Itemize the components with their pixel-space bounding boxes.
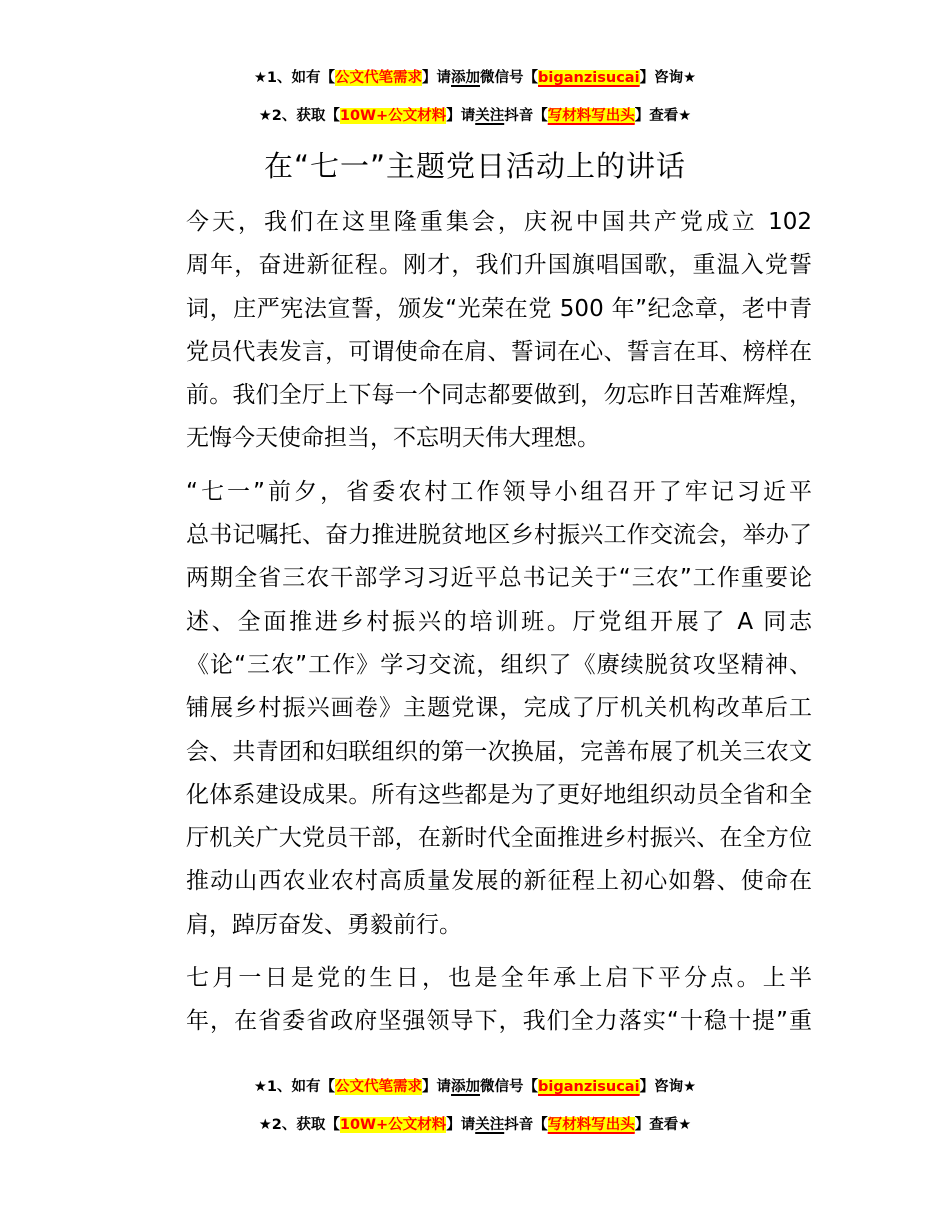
text-line: 两期全省三农干部学习习近平总书记关于“三农”工作重要论: [186, 565, 812, 592]
text-line: 肩，踔厉奋发、勇毅前行。: [186, 911, 462, 938]
text-line: 词，庄严宪法宣誓，颁发“光荣在党 500 年”纪念章，老中青: [186, 295, 812, 322]
wechat-id-highlight: biganzisucai: [538, 1079, 640, 1095]
text-line: 述、全面推进乡村振兴的培训班。厅党组开展了 A 同志: [186, 608, 812, 635]
text-line: 总书记嘱托、奋力推进脱贫地区乡村振兴工作交流会，举办了: [186, 522, 812, 549]
footer-banner-line-2: ★2、获取【10W+公文材料】请关注抖音【写材料写出头】查看★: [258, 1117, 692, 1133]
text-line: 厅机关广大党员干部，在新时代全面推进乡村振兴、在全方位: [186, 825, 812, 852]
paragraph-3: [140, 957, 812, 1044]
paragraph-1: [140, 201, 812, 461]
douyin-account-highlight: 写材料写出头: [547, 108, 635, 124]
text-line: 铺展乡村振兴画卷》主题党课，完成了厅机关机构改革后工: [186, 695, 812, 722]
document-title: 在“七一”主题党日活动上的讲话: [263, 149, 687, 183]
highlight-writing-service: 公文代笔需求: [335, 70, 423, 86]
text-line: 今天，我们在这里隆重集会，庆祝中国共产党成立 102: [186, 209, 812, 235]
text-line: 年，在省委省政府坚强领导下，我们全力落实“十稳十提”重: [186, 1008, 812, 1035]
highlight-materials: 10W+公文材料: [339, 1117, 447, 1133]
text-line: 《论“三农”工作》学习交流，组织了《赓续脱贫攻坚精神、: [186, 651, 812, 678]
paragraph-2: [140, 471, 812, 947]
text-line: 党员代表发言，可谓使命在肩、誓词在心、誓言在耳、榜样在: [186, 338, 812, 365]
text-line: 七月一日是党的生日，也是全年承上启下平分点。上半: [186, 965, 812, 992]
header-banner-line-2: ★2、获取【10W+公文材料】请关注抖音【写材料写出头】查看★: [258, 108, 692, 124]
text-line: 周年，奋进新征程。刚才，我们升国旗唱国歌，重温入党誓: [186, 252, 812, 279]
text-line: “七一”前夕，省委农村工作领导小组召开了牢记习近平: [186, 478, 812, 505]
document-body: [140, 201, 812, 1054]
highlight-writing-service: 公文代笔需求: [335, 1079, 423, 1095]
footer-banner-line-1: ★1、如有【公文代笔需求】请添加微信号【biganzisucai】咨询★: [253, 1079, 697, 1095]
text-line: 会、共青团和妇联组织的第一次换届，完善布展了机关三农文: [186, 738, 812, 765]
text-line: 无悔今天使命担当，不忘明天伟大理想。: [186, 425, 600, 452]
text-line: 化体系建设成果。所有这些都是为了更好地组织动员全省和全: [186, 781, 812, 808]
douyin-account-highlight: 写材料写出头: [547, 1117, 635, 1133]
text-line: 前。我们全厅上下每一个同志都要做到，勿忘昨日苦难辉煌，: [186, 382, 812, 409]
header-banner-line-1: ★1、如有【公文代笔需求】请添加微信号【biganzisucai】咨询★: [253, 70, 697, 86]
wechat-id-highlight: biganzisucai: [538, 70, 640, 86]
highlight-materials: 10W+公文材料: [339, 108, 447, 124]
text-line: 推动山西农业农村高质量发展的新征程上初心如磐、使命在: [186, 868, 812, 895]
